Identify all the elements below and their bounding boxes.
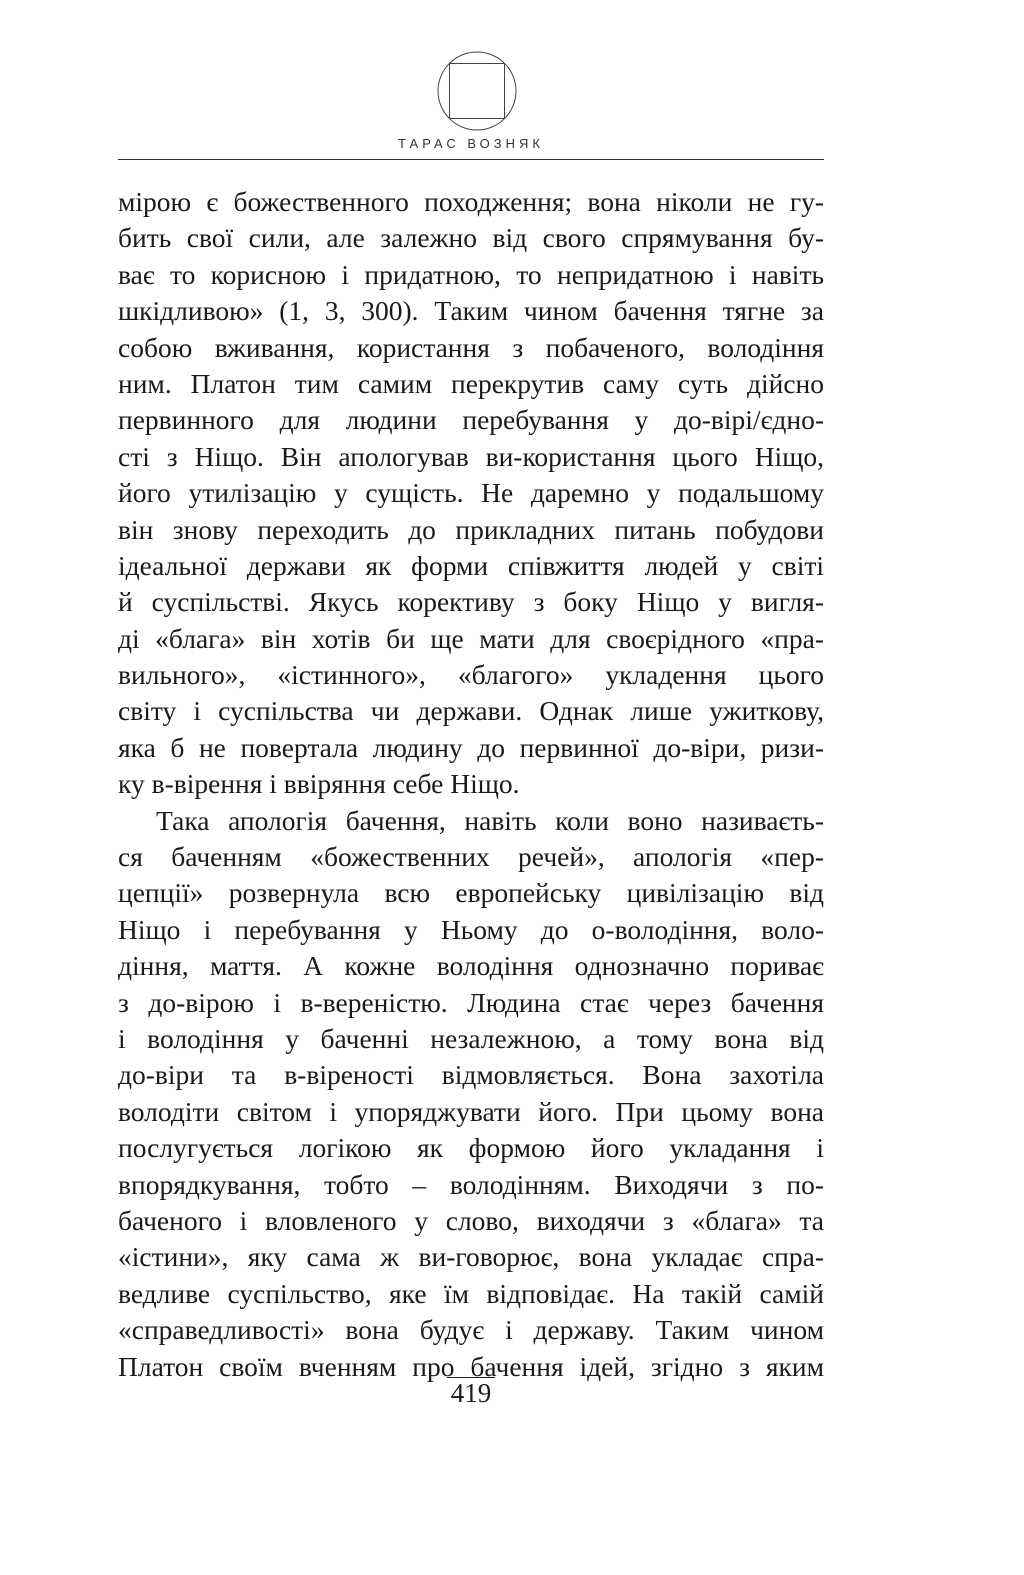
text-line: яка б не повертала людину до первинної до-віри, ризи- <box>118 731 824 763</box>
running-head: ТАРАС ВОЗНЯК <box>398 136 544 151</box>
text-line: світу і суспільства чи держави. Однак лише ужиткову, <box>118 695 824 727</box>
text-line: ді «блага» він хотів би ще мати для своєрідного «пра- <box>118 622 824 654</box>
text-line: «істини», яку сама ж ви-говорює, вона укладає спра- <box>118 1241 824 1273</box>
text-line: баченого і вловленого у слово, виходячи з «блага» та <box>118 1204 824 1236</box>
circle-square-emblem-icon <box>436 50 518 132</box>
text-line: з до-вірою і в-вереністю. Людина стає через бачення <box>118 986 824 1018</box>
text-line: він знову переходить до прикладних питань побудови <box>118 513 824 545</box>
text-line: Платон своїм вченням про бачення ідей, згідно з яким <box>118 1350 824 1382</box>
text-line: мірою є божественного походження; вона ніколи не гу- <box>118 186 824 217</box>
text-line: і володіння у баченні незалежною, а тому вона від <box>118 1022 824 1054</box>
text-line: володіти світом і упоряджувати його. При цьому вона <box>118 1095 824 1127</box>
text-line: послугується логікою як формою його укладання і <box>118 1132 824 1164</box>
text-line: ку в-вірення і ввіряння себе Ніщо. <box>118 768 520 800</box>
text-line: діння, маття. А кожне володіння однозначно пориває <box>118 950 824 982</box>
text-line: до-віри та в-віреності відмовляється. Вона захотіла <box>118 1059 824 1091</box>
text-line: бить свої сили, але залежно від свого спрямування бу- <box>118 222 824 254</box>
header-rule <box>118 159 824 160</box>
text-line: й суспільстві. Якусь корективу з боку Ніщо у вигля- <box>118 586 824 618</box>
text-line: Ніщо і перебування у Ньому до о-володіння, воло- <box>118 913 824 945</box>
text-line: ведливе суспільство, яке їм відповідає. На такій самій <box>118 1277 824 1309</box>
text-line: вильного», «істинного», «благого» укладення цього <box>118 659 824 691</box>
page-number <box>118 1378 824 1409</box>
text-line: собою вживання, користання з побаченого, володіння <box>118 331 824 363</box>
text-line: ним. Платон тим самим перекрутив саму суть дійсно <box>118 367 824 399</box>
text-line: шкідливою» (1, 3, 300). Таким чином бачення тягне за <box>118 295 824 327</box>
text-line: цепції» розвернула всю европейську цивілізацію від <box>118 877 824 909</box>
text-line: впорядкування, тобто – володінням. Виходячи з по- <box>118 1168 824 1200</box>
text-line: ває то корисною і придатною, то непридатною і навіть <box>118 258 824 290</box>
text-line: ся баченням «божественних речей», апологія «пер- <box>118 841 824 873</box>
body-text <box>118 184 824 1385</box>
text-line: «справедливості» вона будує і державу. Таким чином <box>118 1314 824 1346</box>
text-line: сті з Ніщо. Він апологував ви-користання цього Ніщо, <box>118 440 824 472</box>
page-number-label: 419 <box>447 1377 496 1408</box>
text-line: його утилізацію у сущість. Не даремно у подальшому <box>118 477 824 509</box>
text-line: Така апологія бачення, навіть коли воно називаєть- <box>156 804 824 836</box>
text-line: ідеальної держави як форми співжиття людей у світі <box>118 549 824 581</box>
text-line: первинного для людини перебування у до-вірі/єдно- <box>118 404 824 436</box>
